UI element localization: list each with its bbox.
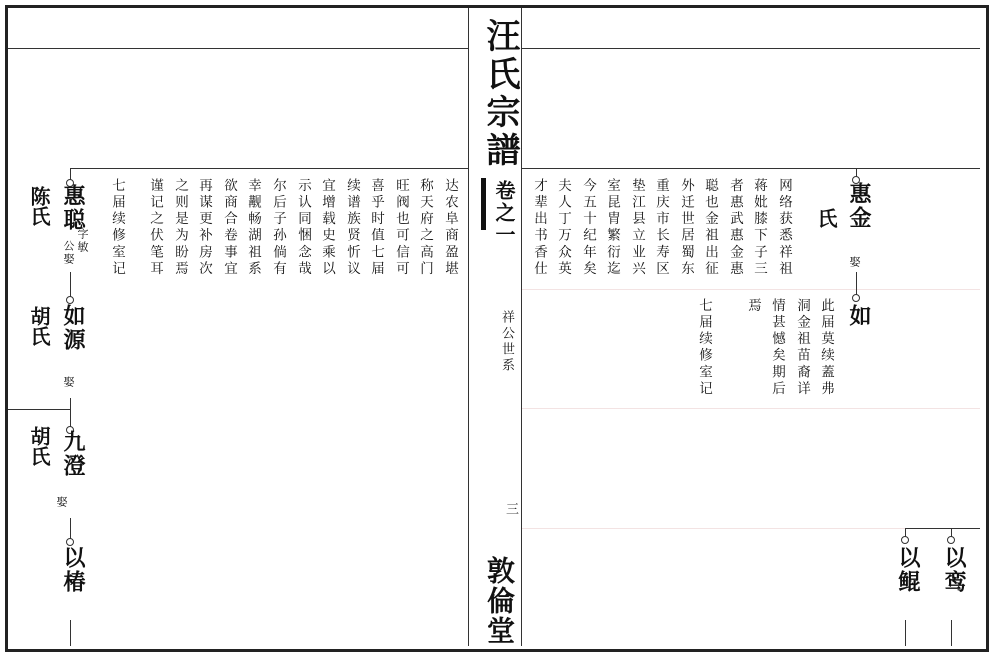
generation-rule-left xyxy=(8,409,70,410)
essay-column: 重庆市长寿区 xyxy=(653,178,669,278)
tree-line-left xyxy=(70,518,71,540)
person-note: 公娶 xyxy=(62,240,75,266)
tree-node-left xyxy=(66,296,74,304)
essay-column: 称天府之高门 xyxy=(417,178,433,278)
essay-column: 示认同悃念哉 xyxy=(295,178,311,278)
person-note: 娶 xyxy=(62,376,75,389)
person-note: 字敏 xyxy=(76,228,89,254)
center-border-left xyxy=(468,8,469,646)
essay-column: 聪也金祖出征 xyxy=(702,178,718,278)
person-name: 以鲲 xyxy=(895,546,921,594)
essay-column: 才辈出书香仕 xyxy=(531,178,547,278)
top-rule-left xyxy=(8,48,468,49)
volume-label: 卷之一 xyxy=(492,180,516,246)
essay-column: 情甚憾矣期后 xyxy=(769,298,785,398)
guide-line-2 xyxy=(522,408,980,409)
essay-column: 网络获悉祥祖 xyxy=(776,178,792,278)
essay-column: 续谱族贤忻议 xyxy=(344,178,360,278)
branch-line-right-bottom xyxy=(905,528,980,529)
tree-line-left xyxy=(70,620,71,646)
essay-column: 七届续修室记 xyxy=(109,178,125,278)
essay-column: 之则是为盼焉 xyxy=(172,178,188,278)
tree-node-right xyxy=(947,536,955,544)
tree-node-right xyxy=(852,294,860,302)
essay-column: 旺阀也可信可 xyxy=(393,178,409,278)
guide-line-1 xyxy=(522,289,980,290)
section-label: 祥公世系 xyxy=(499,310,514,375)
person-name: 以鸾 xyxy=(941,546,967,594)
essay-column: 尔后子孙倘有 xyxy=(270,178,286,278)
spouse-surname: 氏 xyxy=(814,208,838,228)
spouse-surname: 陈氏 xyxy=(27,186,51,226)
branch-line-left xyxy=(70,168,468,169)
tree-line-left xyxy=(70,272,71,298)
essay-column: 洞金祖苗裔详 xyxy=(794,298,810,398)
essay-column: 夫人丁万众英 xyxy=(555,178,571,278)
essay-column: 达农阜商盈堪 xyxy=(442,178,458,278)
spouse-surname: 胡氏 xyxy=(27,306,51,346)
person-note: 娶 xyxy=(848,256,861,269)
spouse-surname: 胡氏 xyxy=(27,426,51,466)
essay-column: 喜乎时值七届 xyxy=(368,178,384,278)
essay-column: 垫江县立业兴 xyxy=(629,178,645,278)
person-name: 惠聪 xyxy=(60,184,86,232)
essay-column: 谨记之伏笔耳 xyxy=(147,178,163,278)
person-name: 惠金 xyxy=(846,182,872,230)
essay-column: 幸觏畅湖祖系 xyxy=(245,178,261,278)
genealogy-title: 汪氏宗譜 xyxy=(480,18,520,170)
essay-column: 宜增载史乘以 xyxy=(319,178,335,278)
essay-column: 欲商合卷事宜 xyxy=(221,178,237,278)
tree-node-right xyxy=(901,536,909,544)
tree-line-right xyxy=(905,620,906,646)
essay-column: 此届莫续蓋弗 xyxy=(818,298,834,398)
person-name: 如 xyxy=(846,304,872,328)
essay-column: 外迁世居蜀东 xyxy=(678,178,694,278)
volume-bracket xyxy=(481,178,486,230)
person-name: 以椿 xyxy=(60,546,86,594)
tree-line-left xyxy=(70,398,71,428)
page-number: 三 xyxy=(503,502,518,515)
person-note: 娶 xyxy=(55,496,68,509)
essay-column: 焉 xyxy=(745,298,761,315)
essay-column: 者惠武惠金惠 xyxy=(727,178,743,278)
guide-line-3 xyxy=(522,528,905,529)
top-rule-right xyxy=(522,48,980,49)
essay-column: 蒋妣膝下子三 xyxy=(751,178,767,278)
person-name: 如源 xyxy=(60,304,86,352)
essay-column: 七届续修室记 xyxy=(696,298,712,398)
tree-node-left xyxy=(66,538,74,546)
essay-column: 室昆胄繁衍迄 xyxy=(604,178,620,278)
essay-column: 再谋更补房次 xyxy=(196,178,212,278)
branch-line-right xyxy=(522,168,980,169)
hall-name: 敦倫堂 xyxy=(483,556,516,646)
essay-column: 今五十纪年矣 xyxy=(580,178,596,278)
person-name: 九澄 xyxy=(60,430,86,478)
tree-line-right xyxy=(951,620,952,646)
tree-line-right xyxy=(856,272,857,296)
